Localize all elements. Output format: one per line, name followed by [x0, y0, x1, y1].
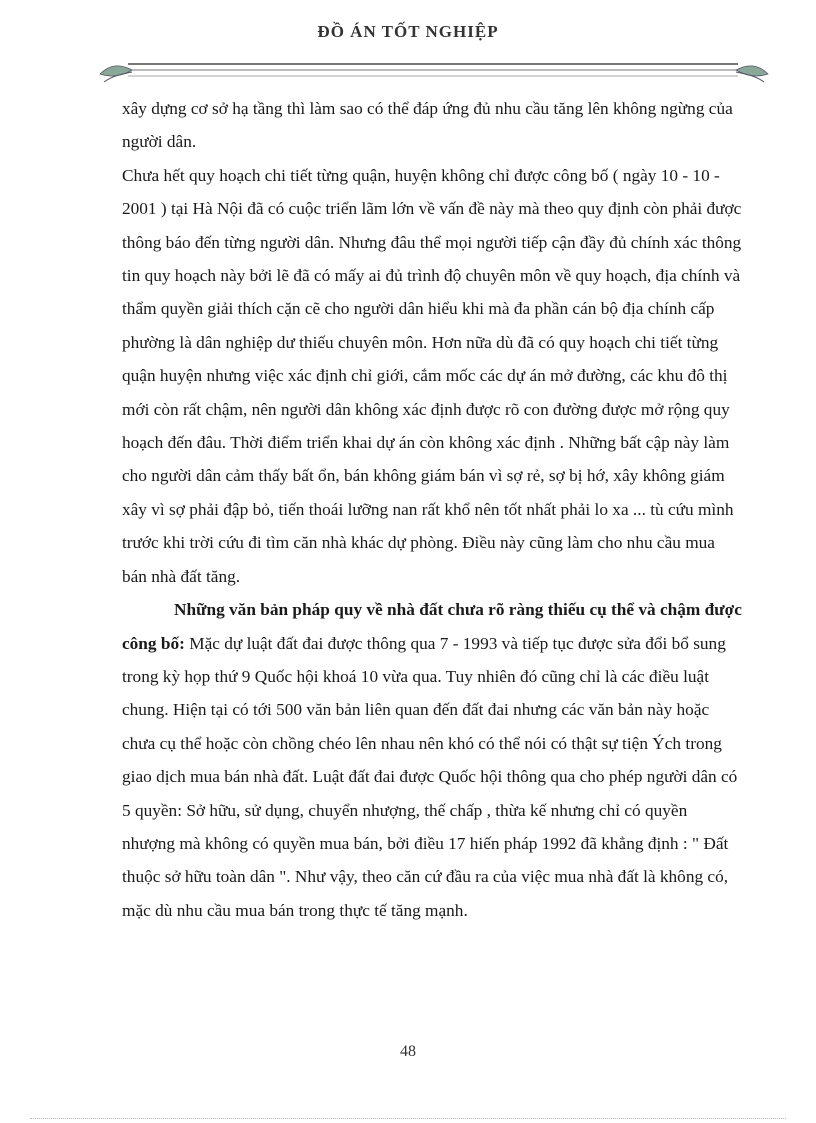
paragraph-3-text: Mặc dự luật đất đai được thông qua 7 - 1993 và tiếp tục được sửa đổi bổ sung trong kỳ họp thứ 9 Quốc hội khoá 10 vừa qua. Tuy nhiên đó cũng chỉ là các điều luật chung. Hiện tại có tới 500 văn bản liên quan đến đất đai nhưng các văn bản này hoặc chưa cụ thể hoặc còn chồng chéo lên nhau nên khó có thể nói có thật sự tiện Ých trong giao dịch mua bán nhà đất. Luật đất đai được Quốc hội thông qua cho phép người dân có 5 quyền: Sở hữu, sử dụng, chuyển nhượng, thế chấp , thừa kế nhưng chỉ có quyền nhượng mà không có quyền mua bán, bởi điều 17 hiến pháp 1992 đã khẳng định : " Đất thuộc sở hữu toàn dân ". Như vậy, theo căn cứ đầu ra của việc mua nhà đất là không có, mặc dù nhu cầu mua bán trong thực tế tăng mạnh. — [122, 633, 738, 920]
header-ornament-rule — [98, 50, 770, 90]
paragraph-1: xây dựng cơ sở hạ tầng thì làm sao có thể đáp ứng đủ nhu cầu tăng lên không ngừng của người dân. — [122, 99, 733, 152]
paragraph-3 — [122, 593, 742, 927]
footer-divider — [30, 1118, 786, 1119]
paragraph-3-heading: Những văn bản pháp quy về nhà đất chưa rõ ràng thiếu cụ thể và chậm được công bố: — [122, 600, 742, 653]
page-number: 48 — [400, 1043, 416, 1060]
document-body — [122, 92, 742, 927]
page-header-title: ĐỒ ÁN TỐT NGHIỆP — [317, 22, 499, 41]
paragraph-2: Chưa hết quy hoạch chi tiết từng quận, huyện không chỉ được công bố ( ngày 10 - 10 - 2001 ) tại Hà Nội đã có cuộc triển lãm lớn về vấn đề này mà theo quy định còn phải được thông báo đến từng người dân. Nhưng đâu thể mọi người tiếp cận đầy đủ chính xác thông tin quy hoạch này bởi lẽ đã có mấy ai đủ trình độ chuyên môn về quy hoạch, địa chính và thẩm quyền giải thích cặn cẽ cho người dân hiểu khi mà đa phần cán bộ địa chính cấp phường là dân nghiệp dư thiếu chuyên môn. Hơn nữa dù đã có quy hoạch chi tiết từng quận huyện nhưng việc xác định chỉ giới, cắm mốc các dự án mở đường, các khu đô thị mới còn rất chậm, nên người dân không xác định được rõ con đường được mở rộng quy hoạch đến đâu. Thời điểm triển khai dự án còn không xác định . Những bất cập này làm cho người dân cảm thấy bất ổn, bán không giám bán vì sợ rẻ, sợ bị hớ, xây không giám xây vì sợ phải đập bỏ, tiến thoái lưỡng nan rất khổ nên tốt nhất phải lo xa ... tù cứu mình trước khi trời cứu đi tìm căn nhà khác dự phòng. Điều này cũng làm cho nhu cầu mua bán nhà đất tăng. — [122, 165, 742, 586]
